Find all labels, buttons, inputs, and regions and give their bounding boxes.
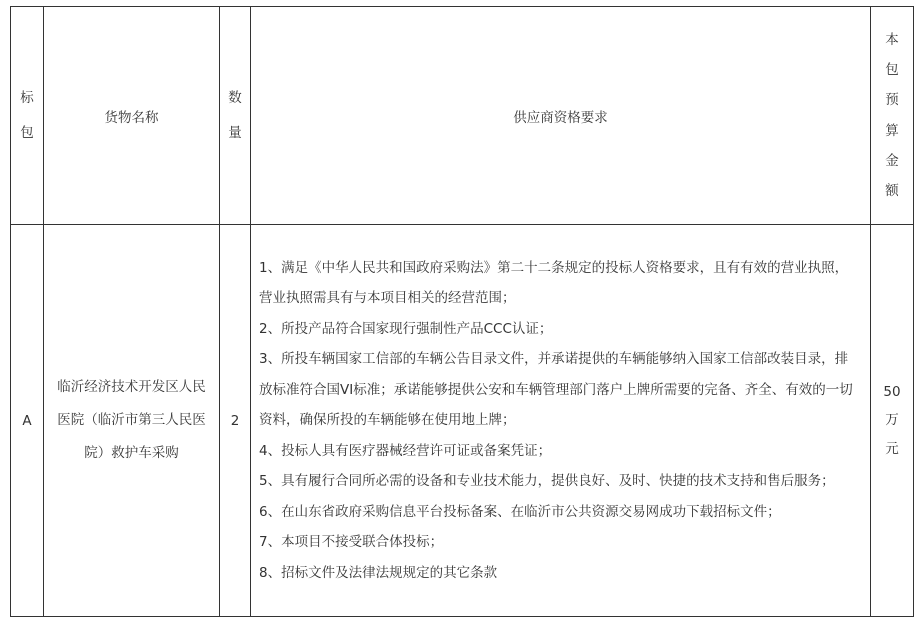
header-quantity-char: 数 bbox=[228, 90, 242, 107]
header-quantity bbox=[220, 7, 251, 225]
header-budget-char: 本 bbox=[885, 31, 899, 48]
header-quantity-char: 量 bbox=[228, 124, 242, 141]
procurement-table bbox=[10, 6, 914, 617]
header-budget-char: 算 bbox=[885, 122, 899, 139]
header-package-char: 包 bbox=[20, 124, 34, 141]
requirement-item: 8、招标文件及法律法规规定的其它条款 bbox=[259, 564, 498, 581]
header-budget bbox=[871, 7, 914, 225]
requirement-item: 5、具有履行合同所必需的设备和专业技术能力，提供良好、及时、快捷的技术支持和售后服务； bbox=[259, 473, 835, 490]
header-budget-char: 预 bbox=[885, 92, 899, 109]
header-budget-char: 金 bbox=[885, 152, 899, 169]
requirement-item: 6、在山东省政府采购信息平台投标备案、在临沂市公共资源交易网成功下载招标文件； bbox=[259, 503, 781, 520]
header-budget-char: 额 bbox=[885, 182, 899, 199]
requirement-item: 3、所投车辆国家工信部的车辆公告目录文件，并承诺提供的车辆能够纳入国家工信部改装目录，排放标准符合国VI标准；承诺能够提供公安和车辆管理部门落户上牌所需要的完备、齐全、有效的一切资料，确保所投的车辆能够在使用地上牌； bbox=[259, 351, 853, 429]
goods-name-text: 临沂经济技术开发区人民医院（临沂市第三人民医院）救护车采购 bbox=[57, 379, 206, 461]
budget-unit-char: 万 bbox=[885, 412, 899, 429]
requirements-list bbox=[251, 247, 870, 595]
header-package-char: 标 bbox=[20, 90, 34, 107]
cell-requirements bbox=[251, 225, 871, 617]
requirement-item: 2、所投产品符合国家现行强制性产品CCC认证； bbox=[259, 320, 553, 337]
header-requirements: 供应商资格要求 bbox=[251, 7, 871, 225]
cell-package: A bbox=[11, 225, 44, 617]
requirement-item: 7、本项目不接受联合体投标； bbox=[259, 534, 444, 551]
header-package bbox=[11, 7, 44, 225]
cell-budget bbox=[871, 225, 914, 617]
requirement-item: 1、满足《中华人民共和国政府采购法》第二十二条规定的投标人资格要求，且有有效的营业执照，营业执照需具有与本项目相关的经营范围； bbox=[259, 259, 849, 307]
budget-unit-char: 元 bbox=[885, 440, 899, 457]
budget-amount: 50 bbox=[883, 384, 901, 401]
table-header-row bbox=[11, 7, 914, 225]
cell-goods-name bbox=[44, 225, 220, 617]
table-row bbox=[11, 225, 914, 617]
requirement-item: 4、投标人具有医疗器械经营许可证或备案凭证； bbox=[259, 442, 552, 459]
cell-quantity: 2 bbox=[220, 225, 251, 617]
header-goods-name: 货物名称 bbox=[44, 7, 220, 225]
header-budget-char: 包 bbox=[885, 62, 899, 79]
